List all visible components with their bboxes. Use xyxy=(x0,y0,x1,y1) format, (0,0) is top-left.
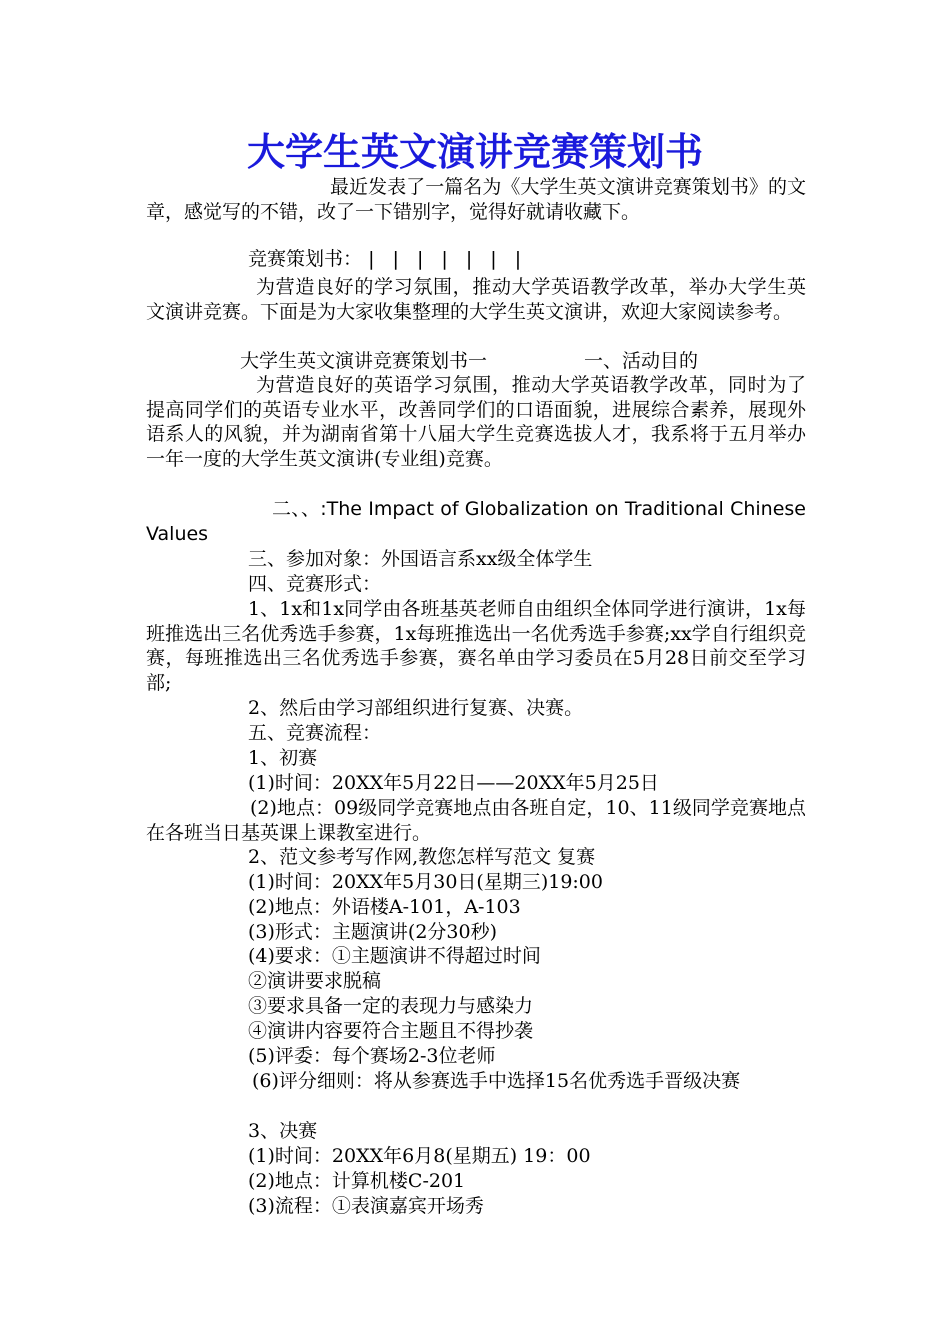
intro-paragraph: 最近发表了一篇名为《大学生英文演讲竞赛策划书》的文章，感觉写的不错，改了一下错别字，觉得好就请收藏下。 xyxy=(146,176,806,223)
contest-plan-line xyxy=(248,247,527,272)
final-heading: 3、决赛 xyxy=(248,1120,318,1142)
section-five: 五、竞赛流程： xyxy=(248,722,382,744)
section-two: 二、、:The Impact of Globalization on Traditional Chinese Values xyxy=(146,498,806,545)
semi-scoring: (6)评分细则：将从参赛选手中选择15名优秀选手晋级决赛 xyxy=(252,1070,741,1092)
purpose-paragraph: 为营造良好的学习氛围，推动大学英语教学改革，举办大学生英文演讲竞赛。下面是为大家收集整理的大学生英文演讲，欢迎大家阅读参考。 xyxy=(146,276,806,323)
section-three: 三、参加对象：外国语言系xx级全体学生 xyxy=(248,548,593,570)
contest-plan-label: 竞赛策划书： xyxy=(248,248,363,270)
semi-requirement-1: (4)要求：①主题演讲不得超过时间 xyxy=(248,945,541,967)
section-one-body: 为营造良好的英语学习氛围，推动大学英语教学改革，同时为了提高同学们的英语专业水平，改善同学们的口语面貌，进展综合素养，展现外语系人的风貌，并为湖南省第十八届大学生竞赛选拔人才，我系将于五月举办一年一度的大学生英文演讲(专业组)竞赛。 xyxy=(146,374,806,470)
semi-format: (3)形式：主题演讲(2分30秒) xyxy=(248,921,498,943)
contest-plan-separators: | | | | | | | xyxy=(368,248,528,270)
semi-requirement-2: ②演讲要求脱稿 xyxy=(248,970,382,992)
semi-place: (2)地点：外语楼A-101，A-103 xyxy=(248,896,521,918)
prelim-time: (1)时间：20XX年5月22日——20XX年5月25日 xyxy=(248,772,659,794)
plan-one-heading: 大学生英文演讲竞赛策划书一 xyxy=(240,350,488,372)
prelim-heading: 1、初赛 xyxy=(248,747,318,769)
document-title: 大学生英文演讲竞赛策划书 xyxy=(246,129,703,174)
semi-requirement-3: ③要求具备一定的表现力与感染力 xyxy=(248,995,534,1017)
section-one-heading: 一、活动目的 xyxy=(584,350,699,372)
section-four: 四、竞赛形式： xyxy=(248,573,382,595)
semi-judges: (5)评委：每个赛场2-3位老师 xyxy=(248,1045,496,1067)
final-place: (2)地点：计算机楼C-201 xyxy=(248,1170,466,1192)
semi-heading: 2、范文参考写作网,教您怎样写范文 复赛 xyxy=(248,846,596,868)
semi-time: (1)时间：20XX年5月30日(星期三)19:00 xyxy=(248,871,603,893)
final-flow: (3)流程：①表演嘉宾开场秀 xyxy=(248,1195,484,1217)
prelim-place: (2)地点：09级同学竞赛地点由各班自定，10、11级同学竞赛地点在各班当日基英课上课教室进行。 xyxy=(146,797,806,844)
final-time: (1)时间：20XX年6月8(星期五) 19：00 xyxy=(248,1145,591,1167)
section-four-item1: 1、1x和1x同学由各班基英老师自由组织全体同学进行演讲，1x每班推选出三名优秀选手参赛，1x每班推选出一名优秀选手参赛;xx学自行组织竞赛，每班推选出三名优秀选手参赛，赛名单由学习委员在5月28日前交至学习部; xyxy=(146,598,806,694)
section-four-item2: 2、然后由学习部组织进行复赛、决赛。 xyxy=(248,697,584,719)
semi-requirement-4: ④演讲内容要符合主题且不得抄袭 xyxy=(248,1020,534,1042)
